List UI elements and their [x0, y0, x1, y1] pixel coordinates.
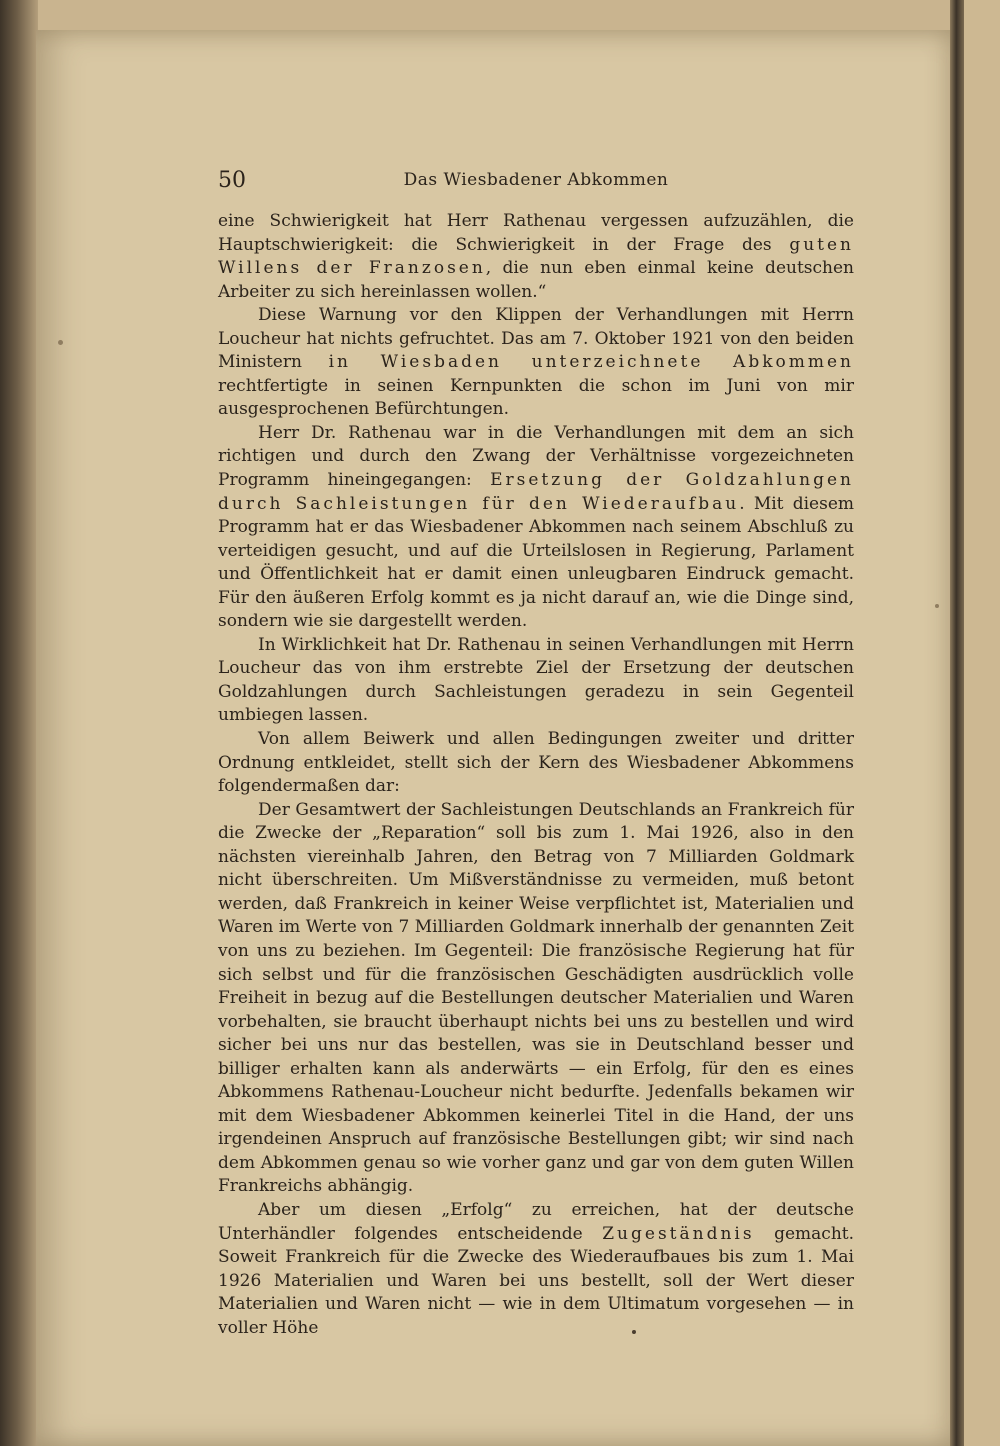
text-run: In Wirklichkeit hat Dr. Rathenau in seinen Verhandlungen mit Herrn Loucheur das von ihm erstrebte Ziel der Ersetzung der deutschen Goldzahlungen durch Sachleistungen geradezu in sein Gegenteil umbiegen lassen. — [218, 634, 854, 726]
paragraph — [218, 422, 854, 634]
spaced-emphasis-text: Ersetzung der Goldzahlungen durch Sachleistungen für den Wiederaufbau — [218, 470, 854, 514]
text-run: Herr Dr. Rathenau war in die Verhandlungen mit dem an sich richtigen und durch den Zwang der Verhältnisse vorgezeichneten Programm hineingegangen: — [218, 422, 854, 491]
paper-speck — [58, 340, 63, 345]
text-run: eine Schwierigkeit hat Herr Rathenau vergessen aufzuzählen, die Hauptschwierigkeit: die Schwierigkeit in der Frage des — [218, 211, 854, 255]
paragraph — [218, 210, 854, 304]
text-run: rechtfertigte in seinen Kernpunkten die schon im Juni von mir ausgesprochenen Befürchtungen. — [218, 375, 854, 420]
spaced-emphasis-text: in Wiesbaden unterzeichnete Abkommen — [328, 352, 855, 373]
paragraph — [218, 1199, 854, 1340]
page-gutter — [950, 0, 964, 1446]
running-title: Das Wiesbadener Abkommen — [403, 170, 669, 190]
text-run: Aber um diesen „Erfolg“ zu erreichen, hat der deutsche Unterhändler folgendes entscheidende — [218, 1199, 854, 1244]
running-head — [218, 168, 854, 198]
paper-speck — [935, 604, 939, 608]
text-run: , die nun eben einmal keine deutschen Arbeiter zu sich hereinlassen wollen.“ — [218, 258, 854, 302]
text-run: Diese Warnung vor den Klippen der Verhandlungen mit Herrn Loucheur hat nichts gefruchtet. Das am 7. Oktober 1921 von den beiden Ministern — [218, 305, 854, 373]
paragraph — [218, 799, 854, 1199]
facing-page-edge — [964, 0, 1000, 1446]
text-run: Von allem Beiwerk und allen Bedingungen zweiter und dritter Ordnung entkleidet, stellt sich der Kern des Wiesbadener Abkommens folgendermaßen dar: — [218, 729, 854, 797]
binding-edge — [0, 0, 38, 1446]
paragraph — [218, 634, 854, 728]
ink-speck — [632, 1330, 636, 1334]
text-run: . Mit diesem Programm hat er das Wiesbadener Abkommen nach seinem Abschluß zu verteidigen gesucht, und auf die Urteilslosen in Regierung, Parlament und Öffentlichkeit hat er damit einen unleugbaren Eindruck gemacht. Für den äußeren Erfolg kommt es ja nicht darauf an, wie die Dinge sind, sondern wie sie dargestellt werden. — [218, 493, 854, 632]
paragraph — [218, 304, 854, 422]
text-run: gemacht. Soweit Frankreich für die Zwecke des Wiederaufbaues bis zum 1. Mai 1926 Materialien und Waren bei uns bestellt, soll der Wert dieser Materialien und Waren nicht — wie in dem Ultimatum vorgesehen — in voller Höhe — [218, 1223, 855, 1338]
paragraph — [218, 728, 854, 799]
page-number: 50 — [218, 168, 246, 193]
spaced-emphasis-text: guten Willens der Franzosen — [218, 234, 854, 279]
body-text — [218, 210, 854, 1340]
text-run: Der Gesamtwert der Sachleistungen Deutschlands an Frankreich für die Zwecke der „Reparation“ soll bis zum 1. Mai 1926, also in den nächsten viereinhalb Jahren, den Betrag von 7 Milliarden Goldmark nicht überschreiten. Um Mißverständnisse zu vermeiden, muß betont werden, daß Frankreich in keiner Weise verpflichtet ist, Materialien und Waren im Werte von 7 Milliarden Goldmark innerhalb der genannten Zeit von uns zu beziehen. Im Gegenteil: Die französische Regierung hat für sich selbst und für die französischen Geschädigten ausdrücklich volle Freiheit in bezug auf die Bestellungen deutscher Materialien und Waren vorbehalten, sie braucht überhaupt nichts bei uns zu bestellen und wird sicher bei uns nur das bestellen, was sie in Deutschland besser und billiger erhalten kann als anderwärts — ein Erfolg, für den es eines Abkommens Rathenau-Loucheur nicht bedurfte. Jedenfalls bekamen wir mit dem Wiesbadener Abkommen keinerlei Titel in die Hand, der uns irgendeinen Anspruch auf französische Bestellungen gibt; wir sind nach dem Abkommen genau so wie vorher ganz und gar von dem guten Willen Frankreichs abhängig. — [218, 799, 854, 1197]
spaced-emphasis-text: Zugeständnis — [602, 1223, 755, 1244]
